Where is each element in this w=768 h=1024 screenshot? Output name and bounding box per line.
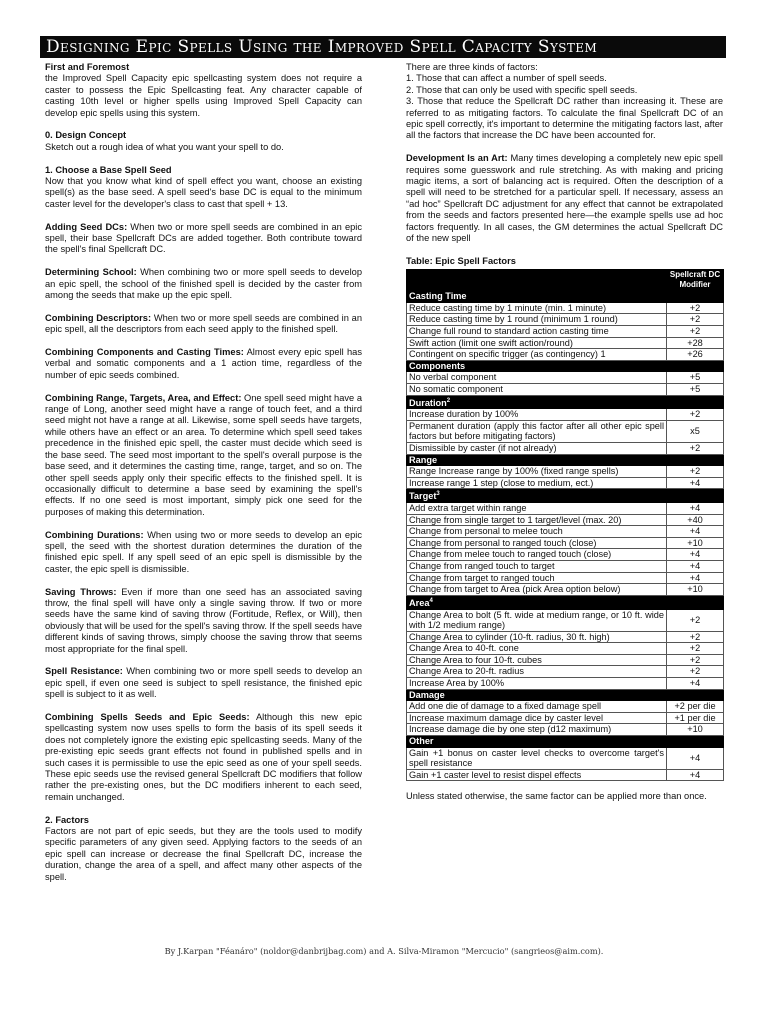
table-row (407, 561, 724, 573)
left-section (45, 165, 362, 211)
section-text: Even if more than one seed has an associated saving throw, the final spell will have only a single saving throw. If two or more seeds have the same kind of saving throw (Fortitude, Reflex, or Will), then obviously that will be used for the spell's saving throw. If the spell seeds have different kinds of saving throws, simply choose the saving throw that seems most appropriate for the final spell. (45, 586, 363, 654)
left-section (45, 393, 362, 518)
section-text: When two or more spell seeds are combined in an epic spell, their base Spellcraft DCs are added together. Both contribute toward the spell's final Spellcraft DC. (45, 221, 362, 255)
modifier-cell: +28 (667, 337, 724, 349)
table-row (407, 409, 724, 421)
factor-cell: Increase Area by 100% (407, 678, 667, 690)
factor-kind-item: 3. Those that reduce the Spellcraft DC rather than increasing it. These are referred to as mitigating factors. To calculate the final Spellcraft DC of an epic spell correctly, it's important to determine the mitigating factors last, after all the factors that increase the DC have been accounted for. (406, 96, 723, 141)
right-column (406, 62, 723, 803)
factor-kinds-intro: There are three kinds of factors: (406, 62, 538, 72)
left-section (45, 313, 362, 336)
development-heading: Development Is an Art: (406, 153, 508, 164)
section-text: When combining two or more spell seeds to develop an epic spell, the school of the finished spell is decided by the caster from among the seeds that make up the epic spell. (45, 267, 362, 301)
section-heading: First and Foremost (45, 62, 130, 72)
table-row (407, 477, 724, 489)
category-label (407, 736, 724, 748)
modifier-cell: +1 per die (667, 712, 724, 724)
factor-cell: Gain +1 bonus on caster level checks to overcome target's spell resistance (407, 747, 667, 769)
factor-cell: Change from personal to ranged touch (close) (407, 537, 667, 549)
modifier-cell: +26 (667, 349, 724, 361)
table-row (407, 503, 724, 515)
category-label (407, 595, 724, 609)
left-section (45, 815, 362, 883)
factor-cell: Swift action (limit one swift action/round) (407, 337, 667, 349)
factor-cell: Reduce casting time by 1 minute (min. 1 minute) (407, 302, 667, 314)
factor-cell: Change from personal to melee touch (407, 526, 667, 538)
factor-kinds (406, 62, 723, 142)
category-footnote: 4 (429, 597, 433, 604)
modifier-cell: +4 (667, 526, 724, 538)
category-name: Other (409, 736, 434, 747)
modifier-cell: +2 (667, 466, 724, 478)
category-row (407, 689, 724, 701)
factor-cell: Contingent on specific trigger (as contingency) 1 (407, 349, 667, 361)
modifier-cell: +10 (667, 724, 724, 736)
factor-cell: Increase damage die by one step (d12 maximum) (407, 724, 667, 736)
section-text: Now that you know what kind of spell effect you want, choose an existing spell(s) as the base seed. A spell seed's base DC is equal to the minimum caster level for the developer's class to cast that spell + 13. (45, 176, 362, 209)
factor-cell: Gain +1 caster level to resist dispel effects (407, 769, 667, 781)
table-header-blank (407, 270, 667, 291)
modifier-cell: +2 (667, 631, 724, 643)
table-title: Table: Epic Spell Factors (406, 255, 516, 266)
category-name: Casting Time (409, 291, 467, 302)
factor-cell: Increase duration by 100% (407, 409, 667, 421)
table-row (407, 747, 724, 769)
category-name: Components (409, 360, 466, 371)
left-column (45, 62, 362, 894)
modifier-cell: +4 (667, 549, 724, 561)
table-row (407, 337, 724, 349)
modifier-cell: +4 (667, 561, 724, 573)
section-text: Almost every epic spell has verbal and somatic components and a 1 action time, regardless of the number of epic seeds combined. (45, 347, 362, 380)
category-footnote: 2 (446, 397, 451, 404)
category-row (407, 736, 724, 748)
table-row (407, 326, 724, 338)
section-text: When using two or more seeds to develop an epic spell, the seed with the shortest duration determines the duration of the finished epic spell. If any spell seed of an epic spell is dismissible by the caster, the epic spell is dismissible. (45, 529, 362, 574)
modifier-cell: +5 (667, 372, 724, 384)
category-label (407, 395, 724, 409)
modifier-cell: +2 (667, 443, 724, 455)
table-row (407, 678, 724, 690)
factor-cell: Change from target to ranged touch (407, 572, 667, 584)
category-row (407, 395, 724, 409)
section-heading: Spell Resistance: (45, 666, 123, 677)
factor-cell: Change from melee touch to ranged touch (close) (407, 549, 667, 561)
table-row (407, 666, 724, 678)
section-heading: Saving Throws: (45, 586, 117, 597)
category-name: Duration (409, 397, 447, 408)
section-heading: Combining Durations: (45, 529, 144, 540)
section-text: One spell seed might have a range of Long, another seed might have a range of touch feet, and a third seed might not have a range at all. Likewise, some spell seeds have targets, while others have an effect or an area. To determine which spell seed takes precedence in the finished epic spell, the caster must decide which seed is the base seed. The seed most important to the spell's overall purpose is the base seed, and it determines the casting time, range, target, and so on. The other spell seeds apply only their specific effects to the finished spell. It is occasionally difficult to determine a base seed by examining the spell's effects. If no one seed is most important, simply pick one seed for the purposes of making this determination. (45, 392, 362, 517)
category-footnote: 3 (436, 491, 440, 498)
factor-cell: Change Area to bolt (5 ft. wide at medium range, or 10 ft. wide with 1/2 medium range) (407, 609, 667, 631)
category-row (407, 489, 724, 503)
modifier-cell: +2 (667, 654, 724, 666)
category-name: Target (409, 491, 437, 502)
table-row (407, 443, 724, 455)
left-section (45, 712, 362, 803)
section-text: the Improved Spell Capacity epic spellcasting system does not require a caster to possess the Epic Spellcasting feat. Any character capable of casting 10th level or higher spells using Improved Spell Capacity can develop epic spells using this system. (45, 73, 362, 118)
factor-cell: Add extra target within range (407, 503, 667, 515)
category-row (407, 360, 724, 372)
table-row (407, 584, 724, 596)
table-row (407, 466, 724, 478)
table-header-row (407, 270, 724, 291)
table-header-modifier: Spellcraft DC Modifier (667, 270, 724, 291)
section-text: Although this new epic spellcasting system now uses spells to form the basis of its spell seeds it does not completely ignore the existing epic spellcasting seeds. Many of the pre-existing epic seeds grant effects not found in published spells and in such cases it is permissible to use the epic seed as one of your spell seeds. These epic seeds use the revised general Spellcraft DC modifiers that follow rather the pre-existing ones, but the DC modifiers inherent to each seed, remain unchanged. (45, 711, 362, 802)
development-text: Many times developing a completely new epic spell requires some guesswork and rule stretching. As with making and pricing magic items, a sort of balancing act is required. Often the description of a spell will need to be stretched for a particular spell. If necessary, assess an “ad hoc” Spellcraft DC adjustment for any effect that cannot be extrapolated from the seeds and factors presented here—the example spells use ad hoc factors frequently. In all cases, the GM determines the actual Spellcraft DC of the new spell (406, 153, 723, 244)
modifier-cell: +5 (667, 384, 724, 396)
modifier-cell: +2 (667, 302, 724, 314)
table-row (407, 526, 724, 538)
factor-cell: No verbal component (407, 372, 667, 384)
section-text: When two or more spell seeds are combined in an epic spell, all the descriptors from each seed apply to the finished spell. (45, 312, 362, 335)
section-heading: Combining Spells Seeds and Epic Seeds: (45, 711, 250, 722)
factor-cell: Dismissible by caster (if not already) (407, 443, 667, 455)
factor-cell: Change from single target to 1 target/level (max. 20) (407, 514, 667, 526)
table-row (407, 372, 724, 384)
table-row (407, 302, 724, 314)
category-label (407, 454, 724, 466)
category-name: Area (409, 597, 430, 608)
modifier-cell: +2 (667, 666, 724, 678)
modifier-cell: +2 (667, 609, 724, 631)
modifier-cell: +4 (667, 678, 724, 690)
category-name: Range (409, 454, 438, 465)
modifier-cell: +2 (667, 326, 724, 338)
section-heading: Combining Components and Casting Times: (45, 347, 244, 358)
factor-kind-item: 2. Those that can only be used with specific spell seeds. (406, 84, 638, 95)
modifier-cell: +2 (667, 314, 724, 326)
factor-cell: Change Area to 20-ft. radius (407, 666, 667, 678)
table-row (407, 349, 724, 361)
section-text: When combining two or more spell seeds to develop an epic spell, if even one seed is subject to spell resistance, the finished epic spell is subject to it as well. (45, 666, 362, 700)
table-row (407, 384, 724, 396)
section-text: Factors are not part of epic seeds, but they are the tools used to modify specific parameters of any given seed. Applying factors to the seeds of an epic spell can increase or decrease the final Spellcraft DC, increase the duration, change the area of a spell, and affect many other aspects of the spell. (45, 826, 362, 882)
modifier-cell: +4 (667, 747, 724, 769)
category-row (407, 595, 724, 609)
left-section (45, 267, 362, 301)
factor-cell: Range Increase range by 100% (fixed range spells) (407, 466, 667, 478)
table-row (407, 701, 724, 713)
left-section (45, 347, 362, 381)
category-label (407, 291, 724, 303)
factor-kind-item: 1. Those that can affect a number of spell seeds. (406, 73, 607, 84)
factor-cell: Change full round to standard action casting time (407, 326, 667, 338)
factor-cell: Change from ranged touch to target (407, 561, 667, 573)
factor-cell: Increase range 1 step (close to medium, ect.) (407, 477, 667, 489)
table-note: Unless stated otherwise, the same factor can be applied more than once. (406, 791, 707, 802)
left-section (45, 666, 362, 700)
development-section (406, 153, 723, 244)
factor-cell: Change Area to four 10-ft. cubes (407, 654, 667, 666)
factor-cell: Increase maximum damage dice by caster level (407, 712, 667, 724)
modifier-cell: +10 (667, 584, 724, 596)
modifier-cell: x5 (667, 420, 724, 442)
factor-cell: Add one die of damage to a fixed damage spell (407, 701, 667, 713)
modifier-cell: +4 (667, 503, 724, 515)
modifier-cell: +2 (667, 409, 724, 421)
factor-cell: Reduce casting time by 1 round (minimum 1 round) (407, 314, 667, 326)
section-heading: 0. Design Concept (45, 130, 127, 141)
left-section (45, 62, 362, 119)
table-row (407, 572, 724, 584)
modifier-cell: +4 (667, 769, 724, 781)
table-row (407, 537, 724, 549)
table-row (407, 654, 724, 666)
page-title: Designing Epic Spells Using the Improved Spell Capacity System (40, 36, 726, 58)
section-heading: Adding Seed DCs: (45, 221, 128, 232)
section-heading: Combining Range, Targets, Area, and Effect: (45, 392, 242, 403)
modifier-cell: +4 (667, 477, 724, 489)
category-name: Damage (409, 689, 445, 700)
category-label (407, 360, 724, 372)
modifier-cell: +10 (667, 537, 724, 549)
table-row (407, 609, 724, 631)
factor-cell: No somatic component (407, 384, 667, 396)
table-row (407, 514, 724, 526)
page-footer: By J.Karpan "Féanáro" (noldor@danbrijbag.com) and A. Silva-Miramon "Mercucio" (sangrieos@aim.com). (164, 946, 604, 956)
epic-spell-factors-table (406, 269, 724, 781)
category-row (407, 291, 724, 303)
table-row (407, 549, 724, 561)
factor-cell: Change Area to 40-ft. cone (407, 643, 667, 655)
table-row (407, 712, 724, 724)
table-row (407, 631, 724, 643)
modifier-cell: +4 (667, 572, 724, 584)
factor-cell: Change Area to cylinder (10-ft. radius, 30 ft. high) (407, 631, 667, 643)
table-row (407, 314, 724, 326)
category-row (407, 454, 724, 466)
factor-cell: Permanent duration (apply this factor after all other epic spell factors but before mitigating factors) (407, 420, 667, 442)
left-section (45, 130, 362, 153)
section-heading: 1. Choose a Base Spell Seed (45, 164, 172, 175)
table-row (407, 420, 724, 442)
section-heading: Determining School: (45, 267, 137, 278)
factor-cell: Change from target to Area (pick Area option below) (407, 584, 667, 596)
left-section (45, 530, 362, 576)
section-heading: Combining Descriptors: (45, 312, 152, 323)
left-section (45, 222, 362, 256)
modifier-cell: +2 per die (667, 701, 724, 713)
category-label (407, 689, 724, 701)
table-row (407, 724, 724, 736)
category-label (407, 489, 724, 503)
section-heading: 2. Factors (45, 814, 89, 825)
table-row (407, 643, 724, 655)
modifier-cell: +40 (667, 514, 724, 526)
section-text: Sketch out a rough idea of what you want your spell to do. (45, 141, 284, 152)
modifier-cell: +2 (667, 643, 724, 655)
table-row (407, 769, 724, 781)
left-section (45, 587, 362, 655)
